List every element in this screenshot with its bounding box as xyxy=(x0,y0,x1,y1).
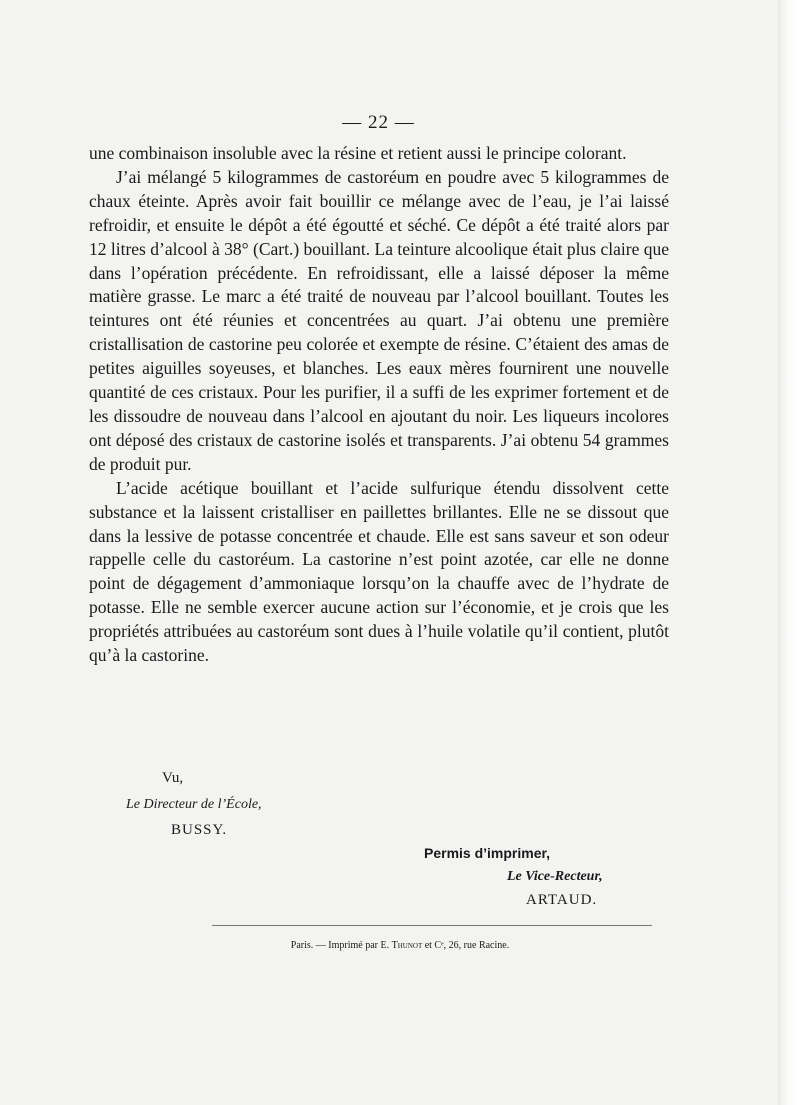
paragraph: L’acide acétique bouillant et l’acide sulfurique étendu dissolvent cette substance et la laissent cristalliser en paillettes brillantes. Elle ne se dissout que dans la lessive de potasse concentrée et chaude. Elle est sans saveur et son odeur rappelle celle du castoréum. La castorine n’est point azotée, car elle ne donne point de dégagement d’ammoniaque lorsqu’on la chauffe avec de l’hydrate de potasse. Elle ne semble exercer aucune action sur l’économie, et je crois que les propriétés attribuées au castoréum sont dues à l’huile volatile qu’il contient, plutôt qu’à la castorine. xyxy=(89,477,669,666)
imprint-prefix: Paris. — Imprimé par E. xyxy=(290,940,392,951)
body-text xyxy=(89,142,669,668)
vice-rector-title: Le Vice-Recteur, xyxy=(507,869,603,884)
paragraph: une combinaison insoluble avec la résine et retient aussi le principe colorant. xyxy=(89,143,627,163)
imprint-printer: Thunot xyxy=(391,940,423,951)
divider xyxy=(212,925,652,926)
director-title: Le Directeur de l’École, xyxy=(126,797,262,812)
printer-imprint xyxy=(0,940,800,951)
imprint-suffix: et Cᵉ, 26, rue Racine. xyxy=(422,940,510,951)
vu-label: Vu, xyxy=(162,770,184,786)
permis-label: Permis d’imprimer, xyxy=(424,845,551,861)
director-name: BUSSY. xyxy=(171,822,228,838)
page-number: — 22 — xyxy=(342,112,415,133)
paragraph: J’ai mélangé 5 kilogrammes de castoréum en poudre avec 5 kilogrammes de chaux éteinte. Après avoir fait bouillir ce mélange avec de l’eau, je l’ai laissé refroidir, et ensuite le dépôt a été égoutté et séché. Ce dépôt a été traité alors par 12 litres d’alcool à 38° (Cart.) bouillant. La teinture alcoolique était plus claire que dans l’opération précédente. En refroidissant, elle a laissé déposer la même matière grasse. Le marc a été traité de nouveau par l’alcool bouillant. Toutes les teintures ont été réunies et concentrées au quart. J’ai obtenu une première cristallisation de castorine peu colorée et exempte de résine. C’étaient des amas de petites aiguilles soyeuses, et blanches. Les eaux mères fournirent une nouvelle quantité de ces cristaux. Pour les purifier, il a suffi de les exprimer fortement et de les dissoudre de nouveau dans l’alcool en ajoutant du noir. Les liqueurs incolores ont déposé des cristaux de castorine isolés et transparents. J’ai obtenu 54 grammes de produit pur. xyxy=(89,166,669,474)
vice-rector-name: ARTAUD. xyxy=(526,892,598,908)
